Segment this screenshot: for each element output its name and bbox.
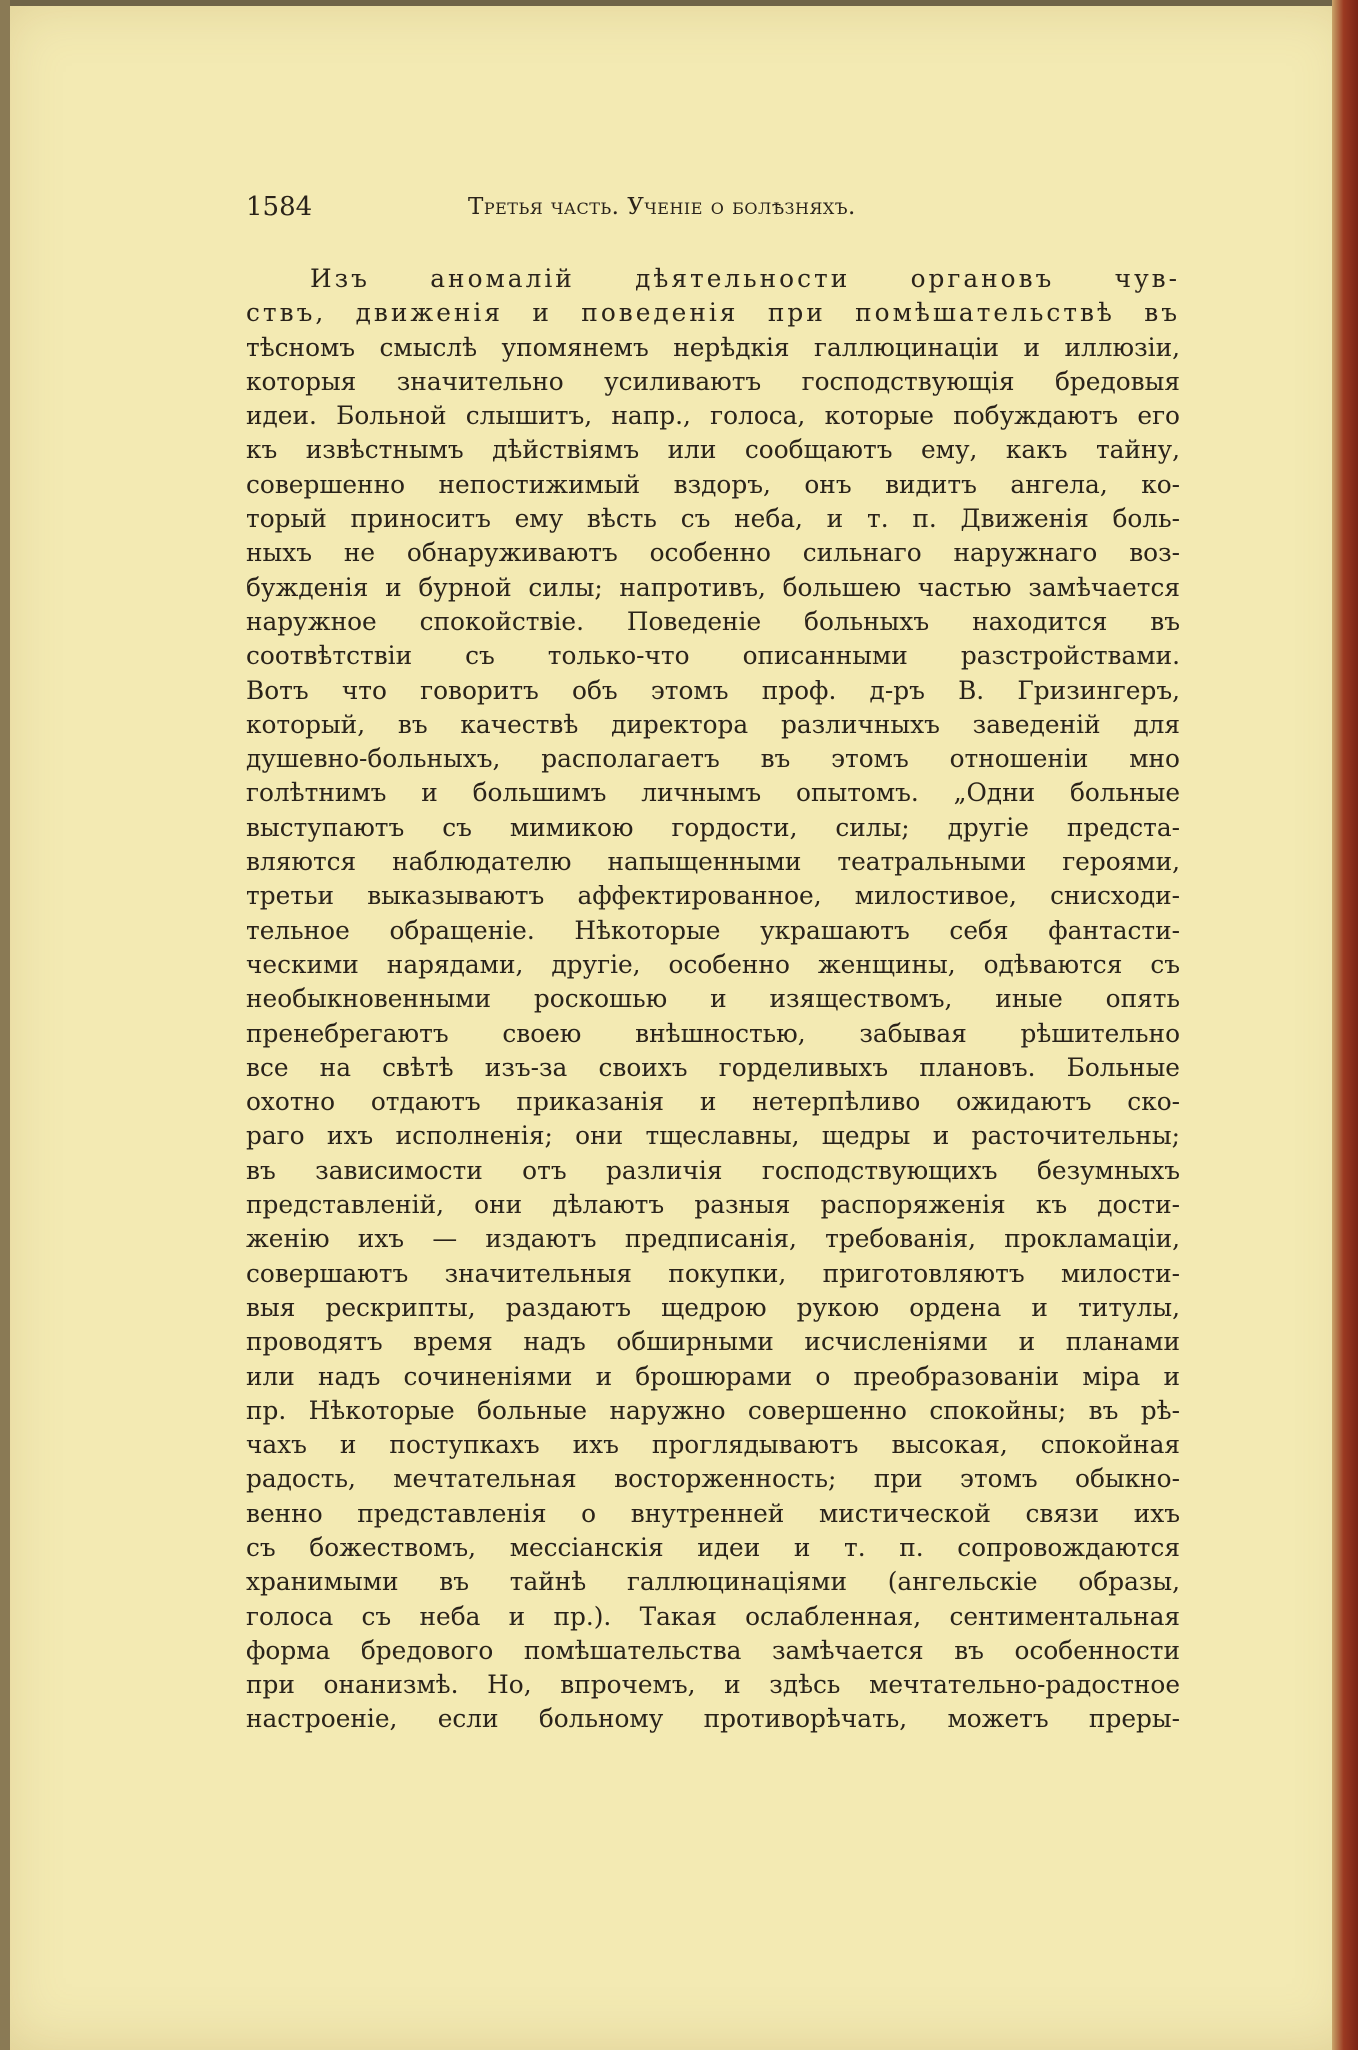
text-line: душевно-больныхъ, располагаетъ въ этомъ отношеніи мно: [246, 744, 1180, 774]
book-binding-edge: [1332, 0, 1358, 2050]
text-line: форма бредового помѣшательства замѣчается въ особенности: [246, 1635, 1180, 1665]
text-line: Изъ аномалій дѣятельности органовъ чув-: [310, 264, 1180, 293]
text-line: тельное обращеніе. Нѣкоторые украшаютъ себя фантасти-: [246, 915, 1180, 945]
text-line: ствъ, движенія и поведенія при помѣшательствѣ въ: [246, 298, 1180, 328]
text-line: выступаютъ съ мимикою гордости, силы; другіе предста-: [246, 812, 1180, 842]
text-line: ныхъ не обнаруживаютъ особенно сильнаго наружнаго воз-: [246, 538, 1180, 568]
text-line: бужденія и бурной силы; напротивъ, большею частью замѣчается: [246, 572, 1180, 602]
text-line: проводятъ время надъ обширными исчисленіями и планами: [246, 1327, 1180, 1357]
text-line: въ зависимости отъ различія господствующихъ безумныхъ: [246, 1155, 1180, 1185]
text-line: радость, мечтательная восторженность; при этомъ обыкно-: [246, 1464, 1180, 1494]
text-line: ческими нарядами, другіе, особенно женщины, одѣваются съ: [246, 949, 1180, 979]
text-line: къ извѣстнымъ дѣйствіямъ или сообщаютъ ему, какъ тайну,: [246, 435, 1180, 465]
text-line: совершаютъ значительныя покупки, приготовляютъ милости-: [246, 1258, 1180, 1288]
text-line: Вотъ что говоритъ объ этомъ проф. д-ръ В. Гризингеръ,: [246, 675, 1180, 705]
text-line: соотвѣтствіи съ только-что описанными разстройствами.: [246, 641, 1180, 671]
text-line: пренебрегаютъ своею внѣшностью, забывая рѣшительно: [246, 1018, 1180, 1048]
text-line: идеи. Больной слышитъ, напр., голоса, которые побуждаютъ его: [246, 401, 1180, 431]
text-line: хранимыми въ тайнѣ галлюцинаціями (ангельскіе образы,: [246, 1567, 1180, 1597]
text-line: при онанизмѣ. Но, впрочемъ, и здѣсь мечтательно-радостное: [246, 1670, 1180, 1700]
text-line: наружное спокойствіе. Поведеніе больныхъ находится въ: [246, 606, 1180, 636]
page-top-edge: [0, 0, 1358, 6]
text-line: венно представленія о внутренней мистической связи ихъ: [246, 1498, 1180, 1528]
text-line: представленій, они дѣлаютъ разныя распоряженія къ дости-: [246, 1190, 1180, 1220]
page-number: 1584: [246, 192, 313, 222]
text-line: тѣсномъ смыслѣ упомянемъ нерѣдкія галлюцинаціи и иллюзіи,: [246, 332, 1180, 362]
text-line: чахъ и поступкахъ ихъ проглядываютъ высокая, спокойная: [246, 1430, 1180, 1460]
text-line: раго ихъ исполненія; они тщеславны, щедры и расточительны;: [246, 1121, 1180, 1151]
text-line: который, въ качествѣ директора различныхъ заведеній для: [246, 709, 1180, 739]
text-line: голоса съ неба и пр.). Такая ослабленная, сентиментальная: [246, 1601, 1180, 1631]
text-line: которыя значительно усиливаютъ господствующія бредовыя: [246, 366, 1180, 396]
text-line: охотно отдаютъ приказанія и нетерпѣливо ожидаютъ ско-: [246, 1087, 1180, 1117]
text-line: торый приноситъ ему вѣсть съ неба, и т. п. Движенія боль-: [246, 504, 1180, 534]
running-head: [246, 190, 1076, 224]
text-line: вляются наблюдателю напыщенными театральными героями,: [246, 847, 1180, 877]
text-line: голѣтнимъ и большимъ личнымъ опытомъ. „Одни больные: [246, 778, 1180, 808]
body-text: [246, 262, 1180, 1737]
text-line: пр. Нѣкоторые больные наружно совершенно спокойны; въ рѣ-: [246, 1395, 1180, 1425]
text-line: необыкновенными роскошью и изяществомъ, иные опять: [246, 984, 1180, 1014]
text-line: настроеніе, если больному противорѣчать, можетъ преры-: [246, 1704, 1180, 1734]
text-line: женію ихъ — издаютъ предписанія, требованія, прокламаціи,: [246, 1224, 1180, 1254]
page-left-edge: [0, 0, 10, 2050]
text-line: третьи выказываютъ аффектированное, милостивое, снисходи-: [246, 881, 1180, 911]
text-line: съ божествомъ, мессіанскія идеи и т. п. сопровождаются: [246, 1532, 1180, 1562]
text-line: или надъ сочиненіями и брошюрами о преобразованіи міра и: [246, 1361, 1180, 1391]
text-line: все на свѣтѣ изъ-за своихъ горделивыхъ плановъ. Больные: [246, 1052, 1180, 1082]
running-head-title: Третья часть. Ученіе о болѣзняхъ.: [468, 194, 856, 220]
text-line: совершенно непостижимый вздоръ, онъ видитъ ангела, ко-: [246, 469, 1180, 499]
text-line: выя рескрипты, раздаютъ щедрою рукою ордена и титулы,: [246, 1292, 1180, 1322]
